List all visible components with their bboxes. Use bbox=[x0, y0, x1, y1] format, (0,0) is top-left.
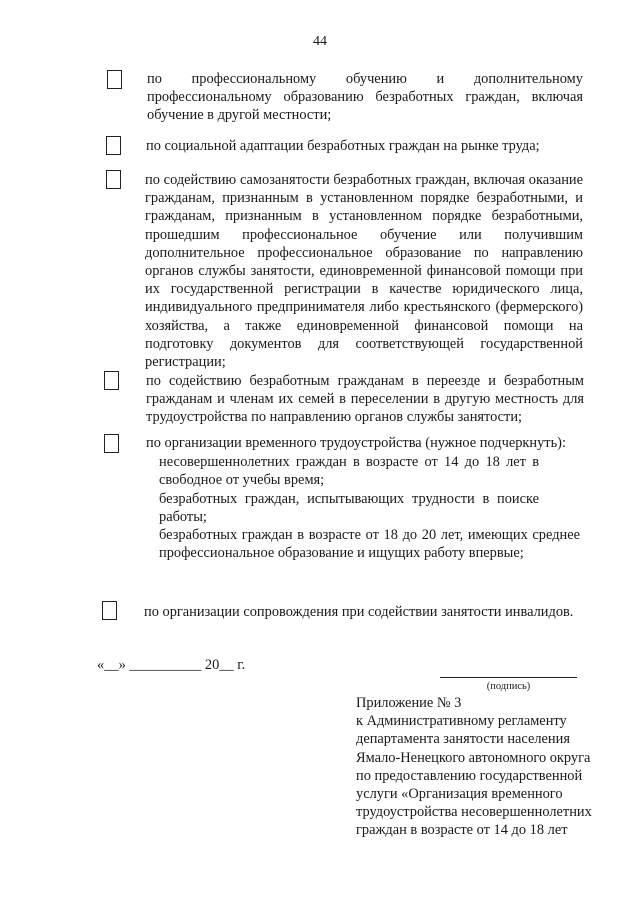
checkbox-professional-training[interactable] bbox=[107, 70, 122, 89]
appendix-line: граждан в возрасте от 14 до 18 лет bbox=[356, 822, 568, 839]
signature-line[interactable] bbox=[440, 677, 577, 678]
appendix-line: по предоставлению государственной bbox=[356, 767, 583, 784]
item-text bbox=[146, 434, 584, 562]
appendix-line: трудоустройства несовершеннолетних bbox=[356, 804, 592, 821]
checkbox-relocation[interactable] bbox=[104, 371, 119, 390]
appendix-line: департамента занятости населения bbox=[356, 731, 570, 748]
item-text: по содействию безработным гражданам в переезде и безработным гражданам и членам их семей в переселении в другую местность для трудоустройства по направлению органов службы занятости; bbox=[146, 373, 584, 426]
appendix-block bbox=[356, 694, 616, 840]
appendix-line: Приложение № 3 bbox=[356, 695, 462, 711]
item-text: по профессиональному обучению и дополнительному профессиональному образованию безработных граждан, включая обучение в другой местности; bbox=[147, 71, 583, 124]
date-line[interactable]: «__» __________ 20__ г. bbox=[97, 657, 246, 673]
temporary-employment-options bbox=[159, 453, 580, 562]
appendix-line: услуги «Организация временного bbox=[356, 786, 563, 803]
item-text: по организации сопровождения при содействии занятости инвалидов. bbox=[144, 604, 574, 620]
item-text: по социальной адаптации безработных граждан на рынке труда; bbox=[146, 138, 540, 154]
appendix-line: Ямало-Ненецкого автономного округа bbox=[356, 749, 591, 766]
option-minors[interactable]: несовершеннолетних граждан в возрасте от 14 до 18 лет в свободное от учебы время; bbox=[159, 454, 539, 489]
checkbox-disability-support[interactable] bbox=[102, 601, 117, 620]
appendix-line: к Административному регламенту bbox=[356, 713, 567, 730]
option-job-search-difficulty[interactable]: безработных граждан, испытывающих трудности в поиске работы; bbox=[159, 490, 539, 525]
checkbox-social-adaptation[interactable] bbox=[106, 136, 121, 155]
temporary-employment-lead: по организации временного трудоустройства (нужное подчеркнуть): bbox=[146, 435, 566, 451]
checkbox-self-employment[interactable] bbox=[106, 170, 121, 189]
option-young-graduates[interactable]: безработных граждан в возрасте от 18 до 20 лет, имеющих среднее профессиональное образование и ищущих работу впервые; bbox=[159, 527, 580, 562]
page-number: 44 bbox=[313, 34, 327, 49]
signature-label: (подпись) bbox=[486, 681, 531, 692]
checkbox-temporary-employment[interactable] bbox=[104, 434, 119, 453]
item-text: по содействию самозанятости безработных граждан, включая оказание гражданам, признанным в установленном порядке безработными, и гражданам, признанным в установленном порядке безработными, прошедшим профессиональное обучение или получившим дополнительное профессиональное образование по направлению органов службы занятости, единовременной финансовой помощи при их государственной регистрации в качестве юридического лица, индивидуального предпринимателя либо крестьянского (фермерского) хозяйства, а также единовременной финансовой помощи на подготовку документов для соответствующей государственной регистрации; bbox=[145, 172, 583, 371]
